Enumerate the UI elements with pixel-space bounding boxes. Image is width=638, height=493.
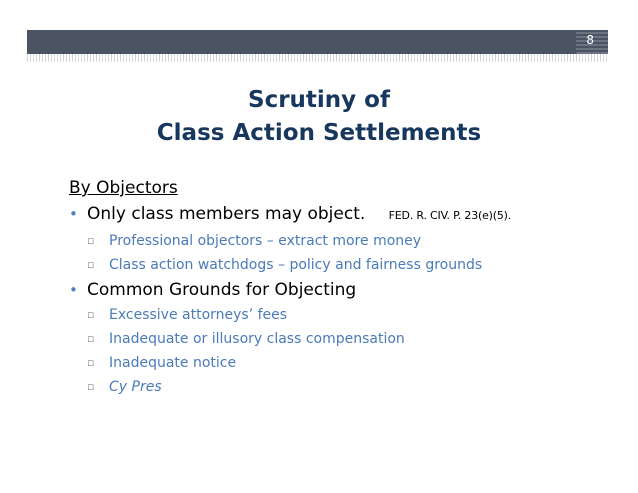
sub-bullet-item [69,303,629,327]
sub-bullet-item [69,327,629,351]
title-line-1: Scrutiny of [248,87,390,113]
slide-title [0,84,638,150]
bullet-item [69,277,629,303]
sub-bullet-square-icon: ▫ [87,356,95,369]
sub-bullet-square-icon: ▫ [87,380,95,393]
section-heading: By Objectors [69,178,178,198]
sub-bullet-text: Professional objectors – extract more money [109,233,422,249]
sub-bullet-item [69,229,629,253]
bullet-text: Only class members may object. [87,204,366,224]
sub-bullet-text: Inadequate notice [109,355,237,371]
bullet-text: Common Grounds for Objecting [87,280,357,300]
sub-bullet-square-icon: ▫ [87,332,95,345]
top-bar [27,30,608,54]
citation: FED. R. CIV. P. 23(e)(5). [388,209,512,222]
sub-bullet-square-icon: ▫ [87,308,95,321]
sub-bullet-text: Class action watchdogs – policy and fairness grounds [109,257,483,273]
sub-bullet-item [69,253,629,277]
sub-bullet-square-icon: ▫ [87,234,95,247]
slide-content [69,175,629,399]
title-line-2: Class Action Settlements [156,120,482,146]
sub-bullet-square-icon: ▫ [87,258,95,271]
page-number: 8 [586,33,594,47]
sub-bullet-text: Inadequate or illusory class compensation [109,331,405,347]
bullet-item [69,201,629,229]
sub-bullet-text: Cy Pres [109,379,162,395]
sub-bullet-item [69,375,629,399]
top-bar-stripes [27,54,608,62]
bullet-dot-icon: • [69,281,78,299]
sub-bullet-item [69,351,629,375]
sub-bullet-text: Excessive attorneys’ fees [109,307,288,323]
bullet-dot-icon: • [69,205,78,223]
